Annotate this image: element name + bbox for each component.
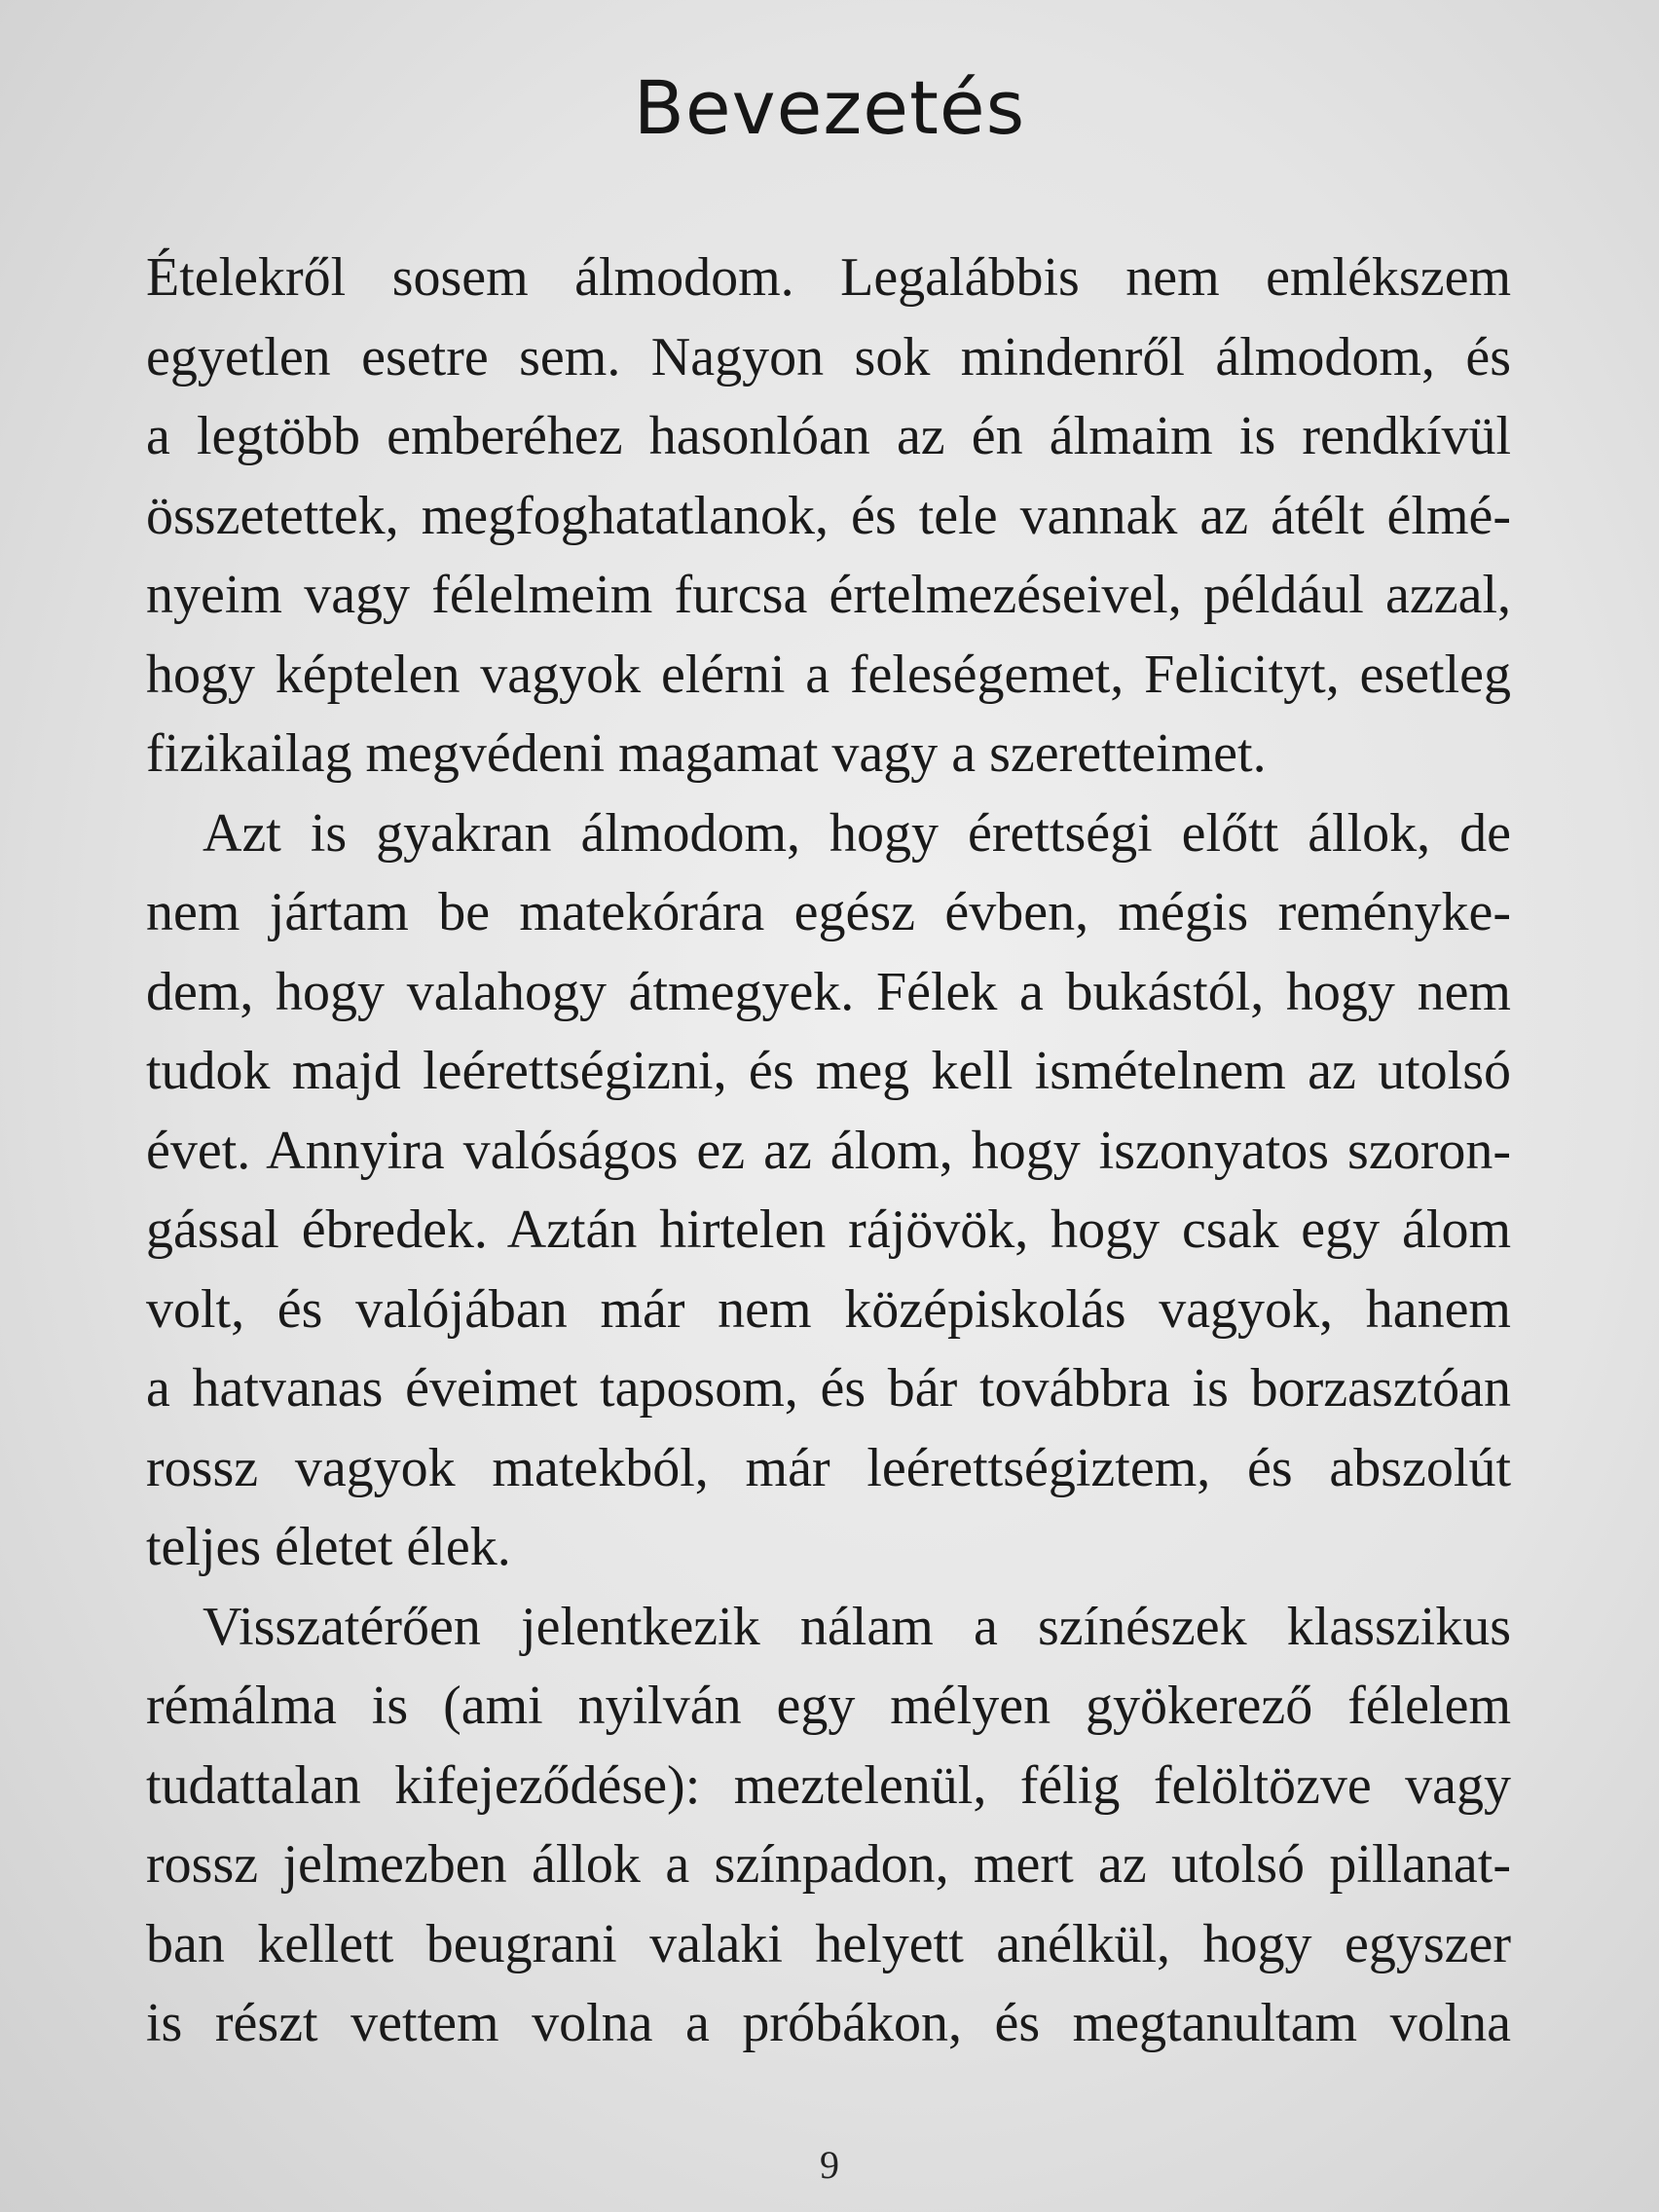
- text-line: tudok majd leérettségizni, és meg kell ismételnem az utolsó: [146, 1041, 1511, 1101]
- text-line: rossz jelmezben állok a színpadon, mert az utolsó pillanat-: [146, 1834, 1511, 1895]
- chapter-title: Bevezetés: [633, 64, 1026, 151]
- text-line: évet. Annyira valóságos ez az álom, hogy iszonyatos szoron-: [146, 1120, 1511, 1181]
- text-line: ban kellett beugrani valaki helyett anélkül, hogy egyszer: [146, 1913, 1511, 1974]
- text-line: teljes életet élek.: [146, 1517, 511, 1577]
- paragraph-3: [146, 1588, 1511, 2064]
- text-line: Ételekről sosem álmodom. Legalábbis nem emlékszem: [146, 247, 1511, 308]
- paragraph-2: [146, 794, 1511, 1588]
- text-line: tudattalan kifejeződése): meztelenül, félig felöltözve vagy: [146, 1754, 1511, 1816]
- text-line: is részt vettem volna a próbákon, és megtanultam volna: [146, 1993, 1511, 2053]
- text-line: dem, hogy valahogy átmegyek. Félek a bukástól, hogy nem: [146, 961, 1511, 1022]
- text-line: nyeim vagy félelmeim furcsa értelmezéseivel, például azzal,: [146, 565, 1511, 625]
- text-line: Visszatérően jelentkezik nálam a színészek klasszikus: [203, 1596, 1511, 1657]
- text-line: hogy képtelen vagyok elérni a feleségemet, Felicityt, esetleg: [146, 644, 1511, 705]
- text-line: egyetlen esetre sem. Nagyon sok mindenről álmodom, és: [146, 326, 1511, 387]
- paragraph-1: [146, 239, 1511, 794]
- text-line: gással ébredek. Aztán hirtelen rájövök, hogy csak egy álom: [146, 1199, 1511, 1260]
- text-line: Azt is gyakran álmodom, hogy érettségi előtt állok, de: [203, 802, 1511, 864]
- text-line: fizikailag megvédeni magamat vagy a szeretteimet.: [146, 723, 1267, 784]
- text-line: a hatvanas éveimet taposom, és bár továbbra is borzasztóan: [146, 1358, 1511, 1419]
- page-number: 9: [820, 2143, 839, 2187]
- text-line: nem jártam be matekórára egész évben, mégis reményke-: [146, 882, 1511, 942]
- text-line: a legtöbb emberéhez hasonlóan az én álmaim is rendkívül: [146, 406, 1511, 466]
- text-line: volt, és valójában már nem középiskolás vagyok, hanem: [146, 1278, 1511, 1340]
- body-text: [146, 239, 1511, 2064]
- text-line: összetettek, megfoghatatlanok, és tele vannak az átélt élmé-: [146, 485, 1511, 546]
- text-line: rossz vagyok matekból, már leérettségiztem, és abszolút: [146, 1437, 1511, 1498]
- text-line: rémálma is (ami nyilván egy mélyen gyökerező félelem: [146, 1676, 1511, 1736]
